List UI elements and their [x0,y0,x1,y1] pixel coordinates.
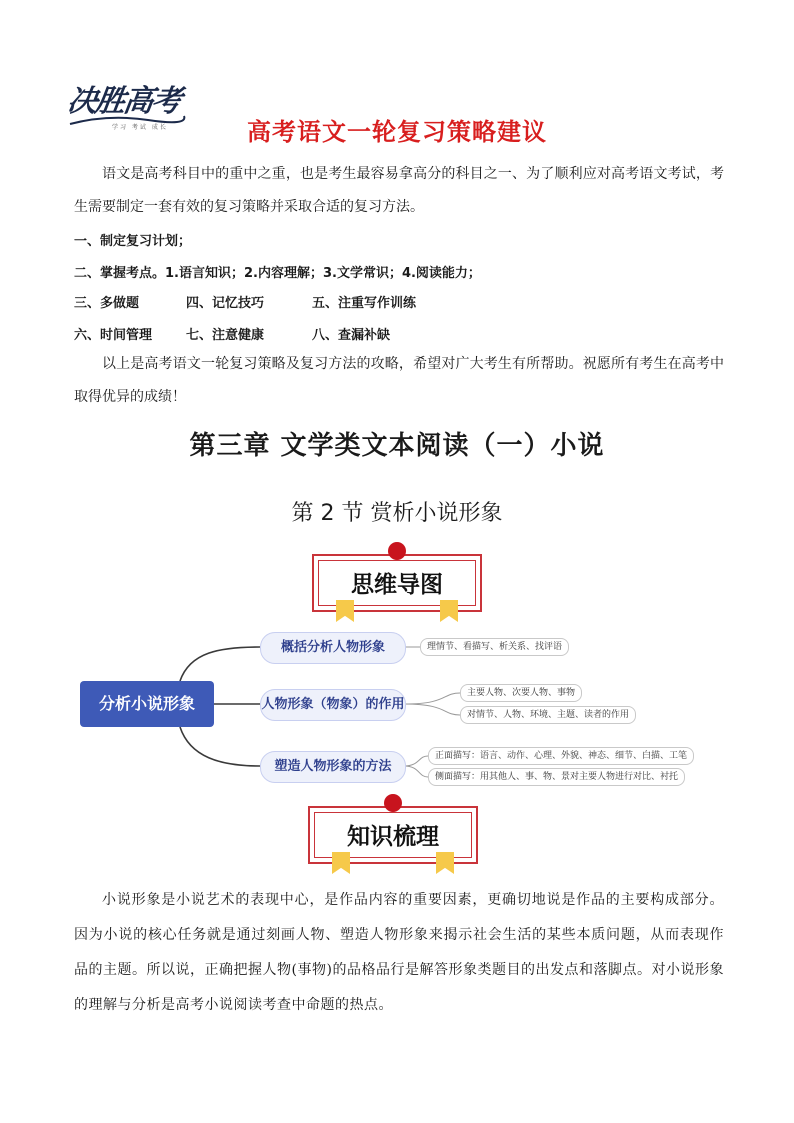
strategy-item: 七、注意健康 [186,328,265,343]
chapter-title: 第三章 文学类文本阅读（一）小说 [189,431,605,461]
mind-map [70,622,730,792]
knowledge-banner [308,806,478,864]
mindmap-banner [312,554,482,612]
mindmap-leaf: 侧面描写：用其他人、事、物、景对主要人物进行对比、衬托 [428,768,685,786]
strategy-item: 五、注重写作训练 [312,296,417,311]
ribbon-icon [336,600,354,622]
ribbon-icon [440,600,458,622]
mindmap-banner-label: 思维导图 [351,572,443,598]
strategy-line-2: 二、掌握考点。1.语言知识；2.内容理解；3.文学常识；4.阅读能力； [74,266,481,281]
mindmap-leaf: 主要人物、次要人物、事物 [460,684,582,702]
mindmap-leaf: 正面描写：语言、动作、心理、外貌、神态、细节、白描、工笔 [428,747,694,765]
mindmap-leaf: 理情节、看描写、析关系、找评语 [420,638,569,656]
mindmap-branch: 塑造人物形象的方法 [260,751,406,783]
strategy-item: 八、查漏补缺 [312,328,391,343]
ribbon-icon [332,852,350,874]
mindmap-leaf: 对情节、人物、环境、主题、读者的作用 [460,706,636,724]
mindmap-root: 分析小说形象 [80,681,214,727]
document-title: 高考语文一轮复习策略建议 [247,118,547,146]
intro-paragraph: 语文是高考科目中的重中之重，也是考生最容易拿高分的科目之一、为了顺利应对高考语文考试，考生需要制定一套有效的复习策略并采取合适的复习方法。 [74,166,724,215]
mindmap-branch: 人物形象（物象）的作用 [260,689,406,721]
strategy-line-1: 一、制定复习计划； [74,234,192,249]
section-title: 第 2 节 赏析小说形象 [291,501,503,526]
ribbon-icon [436,852,454,874]
strategy-row-2 [74,324,390,343]
strategy-item: 六、时间管理 [74,328,153,343]
strategy-row-1 [74,292,416,311]
pin-dot-icon [388,542,406,560]
strategy-item: 三、多做题 [74,296,140,311]
closing-paragraph: 以上是高考语文一轮复习策略及复习方法的攻略，希望对广大考生有所帮助。祝愿所有考生在高考中取得优异的成绩！ [74,356,724,405]
pin-dot-icon [384,794,402,812]
logo-text: 决胜高考 [65,84,182,119]
logo-subtitle: 学习 考试 成长 [112,124,168,131]
strategy-item: 四、记忆技巧 [186,296,265,311]
mindmap-branch: 概括分析人物形象 [260,632,406,664]
knowledge-paragraph: 小说形象是小说艺术的表现中心，是作品内容的重要因素，更确切地说是作品的主要构成部分。因为小说的核心任务就是通过刻画人物、塑造人物形象来揭示社会生活的某些本质问题，从而表现作品的主题。所以说，正确把握人物(事物)的品格品行是解答形象类题目的出发点和落脚点。对小说形象的理解与分析是高考小说阅读考查中命题的热点。 [74,892,724,1013]
knowledge-banner-label: 知识梳理 [347,824,439,850]
